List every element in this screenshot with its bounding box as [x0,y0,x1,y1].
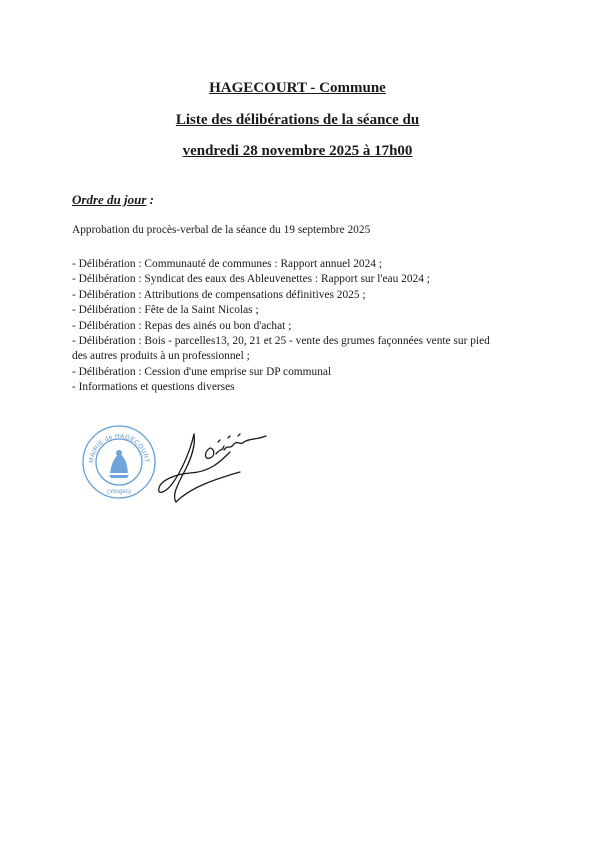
list-item: - Délibération : Fête de la Saint Nicolas ; [72,304,259,317]
meeting-date: vendredi 28 novembre 2025 à 17h00 [182,143,413,159]
document-title: HAGECOURT - Commune [209,80,386,96]
stamp-seal-icon [80,423,158,501]
agenda-heading-label: Ordre du jour [72,192,147,207]
town-hall-stamp [80,423,158,506]
agenda-heading-suffix: : [146,192,155,207]
list-item: - Informations et questions diverses [72,381,235,394]
list-item: - Délibération : Cession d'une emprise sur DP communal [72,365,332,378]
list-item: - Délibération : Syndicat des eaux des Ableuvenettes : Rapport sur l'eau 2024 ; [72,273,430,286]
list-item: des autres produits à un professionnel ; [72,350,250,363]
mayor-signature [150,418,275,513]
signature-icon [150,418,275,508]
stamp-emblem-icon [109,450,129,478]
stamp-text-top: MAIRIE de HAGECOURT [87,432,151,464]
list-item: - Délibération : Bois - parcelles13, 20, 21 et 25 - vente des grumes façonnées vente sur pied [72,335,490,348]
list-item: - Délibération : Repas des ainés ou bon d'achat ; [72,319,292,332]
approval-line: Approbation du procès-verbal de la séance du 19 septembre 2025 [72,224,371,236]
list-item: - Délibération : Attributions de compensations définitives 2025 ; [72,288,366,301]
stamp-text-bottom: (Vosges) [107,489,131,495]
deliberation-list [72,257,490,396]
list-item: - Délibération : Communauté de communes : Rapport annuel 2024 ; [72,258,383,270]
document-subtitle: Liste des délibérations de la séance du [175,112,420,128]
agenda-heading [72,192,154,208]
